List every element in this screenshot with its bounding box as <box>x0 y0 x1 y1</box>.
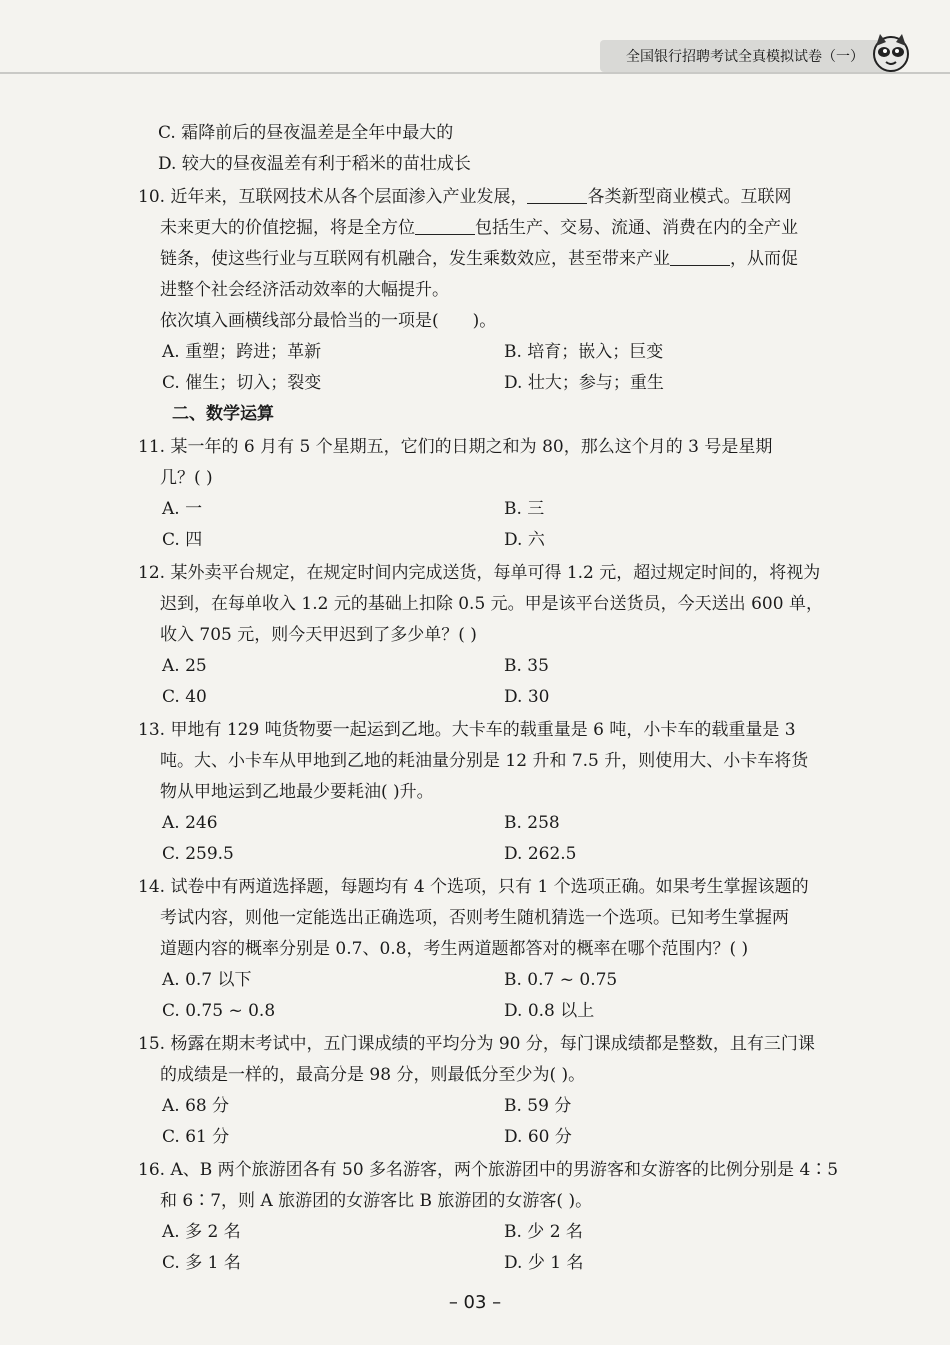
header-title: 全国银行招聘考试全真模拟试卷（一） <box>626 49 864 65</box>
q10-line4: 进整个社会经济活动效率的大幅提升。 <box>160 280 449 300</box>
q12-option-b: B. 35 <box>504 656 549 676</box>
q10-options <box>138 337 860 399</box>
q10-line3: 链条，使这些行业与互联网有机融合，发生乘数效应，甚至带来产业 <box>160 249 670 269</box>
q16-option-b: B. 少 2 名 <box>504 1222 583 1242</box>
q13-option-b: B. 258 <box>504 813 560 833</box>
mascot-icon <box>868 30 914 76</box>
q11-option-c: C. 四 <box>162 530 203 550</box>
q16-line2: 和 6∶7，则 A 旅游团的女游客比 B 旅游团的女游客( )。 <box>160 1191 593 1211</box>
q16-option-d: D. 少 1 名 <box>504 1253 584 1273</box>
q12-line2: 迟到，在每单收入 1.2 元的基础上扣除 0.5 元。甲是该平台送货员，今天送出 600 单， <box>160 594 823 614</box>
question-13 <box>138 715 860 870</box>
q14-option-d: D. 0.8 以上 <box>504 1001 595 1021</box>
q12-line1: 12. 某外卖平台规定，在规定时间内完成送货，每单可得 1.2 元，超过规定时间的，将视为 <box>138 563 821 583</box>
q13-line1: 13. 甲地有 129 吨货物要一起运到乙地。大卡车的载重量是 6 吨，小卡车的载重量是 3 <box>138 720 796 740</box>
q14-line2: 考试内容，则他一定能选出正确选项，否则考生随机猜选一个选项。已知考生掌握两 <box>160 908 789 928</box>
q12-option-a: A. 25 <box>162 656 207 676</box>
q12-option-d: D. 30 <box>504 687 550 707</box>
q10-line2b: 包括生产、交易、流通、消费在内的全产业 <box>475 218 798 238</box>
q11-option-d: D. 六 <box>504 530 545 550</box>
q16-line1: 16. A、B 两个旅游团各有 50 多名游客，两个旅游团中的男游客和女游客的比例分别是 4∶5 <box>138 1160 839 1180</box>
q13-line3: 物从甲地运到乙地最少要耗油( )升。 <box>160 782 434 802</box>
blank-2 <box>415 216 475 235</box>
q11-option-a: A. 一 <box>162 499 203 519</box>
q14-line3: 道题内容的概率分别是 0.7、0.8，考生两道题都答对的概率在哪个范围内？( ) <box>160 939 749 959</box>
q11-option-b: B. 三 <box>504 499 545 519</box>
q13-line2: 吨。大、小卡车从甲地到乙地的耗油量分别是 12 升和 7.5 升，则使用大、小卡车将货 <box>160 751 809 771</box>
question-11 <box>138 432 860 556</box>
q10-option-b: B. 培育；嵌入；巨变 <box>504 342 664 362</box>
q15-option-c: C. 61 分 <box>162 1127 230 1147</box>
q10-line3b: ，从而促 <box>730 249 798 269</box>
prev-option-d: D. 较大的昼夜温差有利于稻米的苗壮成长 <box>158 154 471 174</box>
q13-option-d: D. 262.5 <box>504 844 577 864</box>
q10-line1b: 各类新型商业模式。互联网 <box>587 187 792 207</box>
q14-option-c: C. 0.75 ~ 0.8 <box>162 1001 276 1021</box>
question-16 <box>138 1155 860 1279</box>
q13-option-c: C. 259.5 <box>162 844 234 864</box>
page-number: – 03 – <box>448 1292 502 1313</box>
blank-3 <box>670 247 730 266</box>
q12-line3: 收入 705 元，则今天甲迟到了多少单？( ) <box>160 625 477 645</box>
q11-line1: 11. 某一年的 6 月有 5 个星期五，它们的日期之和为 80，那么这个月的 3 号是星期 <box>138 437 773 457</box>
q11-line2: 几？( ) <box>160 468 213 488</box>
q14-option-a: A. 0.7 以下 <box>162 970 252 990</box>
q10-option-c: C. 催生；切入；裂变 <box>162 373 322 393</box>
q15-line2: 的成绩是一样的，最高分是 98 分，则最低分至少为( )。 <box>160 1065 586 1085</box>
q10-option-a: A. 重塑；跨进；革新 <box>162 342 322 362</box>
q13-option-a: A. 246 <box>162 813 218 833</box>
q12-option-c: C. 40 <box>162 687 207 707</box>
question-12 <box>138 558 860 713</box>
blank-1 <box>527 185 587 204</box>
question-15 <box>138 1029 860 1153</box>
q10-line5b: )。 <box>472 311 497 331</box>
q10-line2: 未来更大的价值挖掘，将是全方位 <box>160 218 415 238</box>
header-divider <box>0 72 950 74</box>
q14-option-b: B. 0.7 ~ 0.75 <box>504 970 618 990</box>
q15-option-d: D. 60 分 <box>504 1127 572 1147</box>
page-header <box>600 40 890 72</box>
q10-option-d: D. 壮大；参与；重生 <box>504 373 664 393</box>
prev-option-c: C. 霜降前后的昼夜温差是全年中最大的 <box>158 123 454 143</box>
question-10 <box>138 182 860 399</box>
q15-line1: 15. 杨露在期末考试中，五门课成绩的平均分为 90 分，每门课成绩都是整数，且有三门课 <box>138 1034 815 1054</box>
q15-option-b: B. 59 分 <box>504 1096 572 1116</box>
question-14 <box>138 872 860 1027</box>
page-content <box>138 118 860 1279</box>
q16-option-a: A. 多 2 名 <box>162 1222 241 1242</box>
q15-option-a: A. 68 分 <box>162 1096 230 1116</box>
q14-line1: 14. 试卷中有两道选择题，每题均有 4 个选项，只有 1 个选项正确。如果考生掌握该题的 <box>138 877 809 897</box>
q10-line5: 依次填入画横线部分最恰当的一项是( <box>160 311 439 331</box>
section-title: 二、数学运算 <box>172 404 274 424</box>
q10-line1: 10. 近年来，互联网技术从各个层面渗入产业发展， <box>138 187 528 207</box>
q16-option-c: C. 多 1 名 <box>162 1253 241 1273</box>
